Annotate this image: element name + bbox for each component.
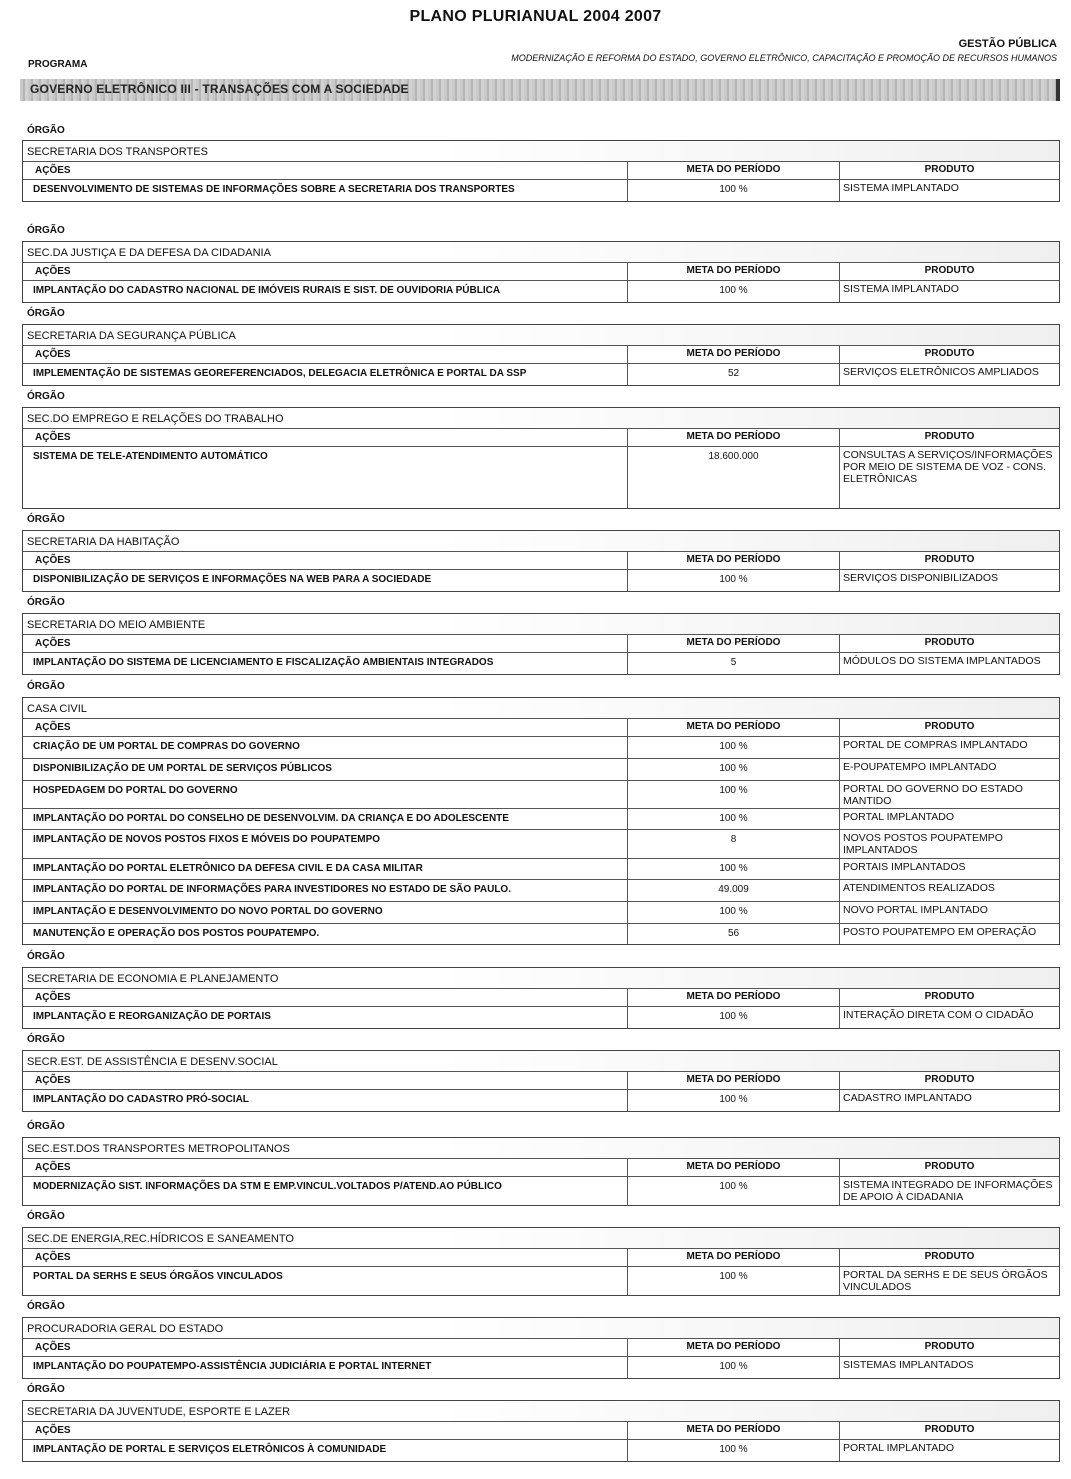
table-row [23, 653, 1059, 674]
col-meta-header: META DO PERÍODO [628, 263, 840, 280]
produto-cell: E-POUPATEMPO IMPLANTADO [843, 761, 997, 773]
col-produto-header: PRODUTO [924, 164, 975, 175]
table-row [23, 829, 1059, 858]
col-produto-header: PRODUTO [924, 1424, 975, 1435]
col-produto-header: PRODUTO [924, 721, 975, 732]
col-acoes-header: AÇÕES [23, 429, 628, 446]
acao-cell: IMPLANTAÇÃO DE PORTAL E SERVIÇOS ELETRÔNICOS À COMUNIDADE [23, 1440, 628, 1461]
table-row [23, 180, 1059, 201]
orgao-label: ÓRGÃO [27, 1384, 65, 1395]
orgao-label: ÓRGÃO [27, 391, 65, 402]
produto-cell: NOVO PORTAL IMPLANTADO [843, 904, 988, 916]
col-produto-header: PRODUTO [924, 348, 975, 359]
orgao-table [22, 613, 1060, 675]
orgao-table [22, 1317, 1060, 1379]
meta-cell: 100 % [628, 281, 840, 302]
produto-cell: PORTAL IMPLANTADO [843, 811, 955, 823]
table-header-row [23, 1159, 1059, 1177]
col-produto-header: PRODUTO [924, 554, 975, 565]
col-meta-header: META DO PERÍODO [628, 989, 840, 1006]
col-acoes-header: AÇÕES [23, 1339, 628, 1356]
theme-label: MODERNIZAÇÃO E REFORMA DO ESTADO, GOVERNO ELETRÔNICO, CAPACITAÇÃO E PROMOÇÃO DE RECURSOS HUMANOS [511, 53, 1057, 63]
table-row [23, 737, 1059, 758]
table-row [23, 808, 1059, 829]
orgao-label: ÓRGÃO [27, 225, 65, 236]
orgao-name: SECRETARIA DE ECONOMIA E PLANEJAMENTO [23, 968, 1059, 989]
produto-cell: SERVIÇOS DISPONIBILIZADOS [843, 572, 999, 584]
table-header-row [23, 1072, 1059, 1090]
orgao-name: SECRETARIA DA SEGURANÇA PÚBLICA [23, 325, 1059, 346]
meta-cell: 8 [628, 830, 840, 858]
col-produto-header: PRODUTO [924, 431, 975, 442]
col-produto-header: PRODUTO [924, 265, 975, 276]
orgao-table [22, 697, 1060, 945]
col-meta-header: META DO PERÍODO [628, 346, 840, 363]
table-row [23, 1007, 1059, 1028]
meta-cell: 100 % [628, 859, 840, 879]
table-header-row [23, 1422, 1059, 1440]
col-acoes-header: AÇÕES [23, 552, 628, 569]
acao-cell: CRIAÇÃO DE UM PORTAL DE COMPRAS DO GOVERNO [23, 737, 628, 758]
table-header-row [23, 635, 1059, 653]
produto-cell: CONSULTAS A SERVIÇOS/INFORMAÇÕES POR MEIO DE SISTEMA DE VOZ - CONS. ELETRÔNICAS [843, 449, 1053, 485]
acao-cell: PORTAL DA SERHS E SEUS ÓRGÃOS VINCULADOS [23, 1267, 628, 1295]
produto-cell: PORTAL IMPLANTADO [843, 1442, 955, 1454]
acao-cell: DISPONIBILIZAÇÃO DE UM PORTAL DE SERVIÇOS PÚBLICOS [23, 759, 628, 780]
produto-cell: PORTAIS IMPLANTADOS [843, 861, 966, 873]
orgao-name: SECRETARIA DA JUVENTUDE, ESPORTE E LAZER [23, 1401, 1059, 1422]
meta-cell: 100 % [628, 1177, 840, 1205]
col-produto-header: PRODUTO [924, 1161, 975, 1172]
col-meta-header: META DO PERÍODO [628, 1339, 840, 1356]
orgao-label: ÓRGÃO [27, 951, 65, 962]
table-row [23, 1357, 1059, 1378]
col-acoes-header: AÇÕES [23, 1422, 628, 1439]
produto-cell: CADASTRO IMPLANTADO [843, 1092, 972, 1104]
meta-cell: 100 % [628, 902, 840, 923]
col-acoes-header: AÇÕES [23, 1072, 628, 1089]
meta-cell: 5 [628, 653, 840, 674]
col-acoes-header: AÇÕES [23, 1159, 628, 1176]
produto-cell: SISTEMA IMPLANTADO [843, 182, 959, 194]
orgao-table [22, 1137, 1060, 1206]
acao-cell: IMPLANTAÇÃO DO PORTAL ELETRÔNICO DA DEFESA CIVIL E DA CASA MILITAR [23, 859, 628, 879]
orgao-label: ÓRGÃO [27, 1301, 65, 1312]
table-header-row [23, 719, 1059, 737]
col-produto-header: PRODUTO [924, 1074, 975, 1085]
col-acoes-header: AÇÕES [23, 1249, 628, 1266]
meta-cell: 100 % [628, 1267, 840, 1295]
meta-cell: 100 % [628, 570, 840, 591]
meta-cell: 56 [628, 924, 840, 944]
orgao-name: SEC.DO EMPREGO E RELAÇÕES DO TRABALHO [23, 408, 1059, 429]
produto-cell: PORTAL DO GOVERNO DO ESTADO MANTIDO [843, 783, 1023, 807]
meta-cell: 100 % [628, 180, 840, 201]
col-acoes-header: AÇÕES [23, 719, 628, 736]
orgao-label: ÓRGÃO [27, 1211, 65, 1222]
table-row [23, 1177, 1059, 1205]
acao-cell: IMPLANTAÇÃO DO SISTEMA DE LICENCIAMENTO E FISCALIZAÇÃO AMBIENTAIS INTEGRADOS [23, 653, 628, 674]
table-row [23, 447, 1059, 508]
col-meta-header: META DO PERÍODO [628, 552, 840, 569]
col-produto-header: PRODUTO [924, 1341, 975, 1352]
produto-cell: SERVIÇOS ELETRÔNICOS AMPLIADOS [843, 366, 1039, 378]
table-row [23, 281, 1059, 302]
table-header-row [23, 429, 1059, 447]
acao-cell: IMPLANTAÇÃO E DESENVOLVIMENTO DO NOVO PORTAL DO GOVERNO [23, 902, 628, 923]
acao-cell: IMPLANTAÇÃO E REORGANIZAÇÃO DE PORTAIS [23, 1007, 628, 1028]
table-header-row [23, 263, 1059, 281]
col-meta-header: META DO PERÍODO [628, 1249, 840, 1266]
orgao-name: SECRETARIA DO MEIO AMBIENTE [23, 614, 1059, 635]
orgao-label: ÓRGÃO [27, 514, 65, 525]
acao-cell: IMPLANTAÇÃO DO PORTAL DE INFORMAÇÕES PARA INVESTIDORES NO ESTADO DE SÃO PAULO. [23, 880, 628, 901]
col-acoes-header: AÇÕES [23, 162, 628, 179]
acao-cell: SISTEMA DE TELE-ATENDIMENTO AUTOMÁTICO [23, 447, 628, 508]
orgao-name: PROCURADORIA GERAL DO ESTADO [23, 1318, 1059, 1339]
acao-cell: IMPLANTAÇÃO DO CADASTRO NACIONAL DE IMÓVEIS RURAIS E SIST. DE OUVIDORIA PÚBLICA [23, 281, 628, 302]
orgao-name: SEC.DE ENERGIA,REC.HÍDRICOS E SANEAMENTO [23, 1228, 1059, 1249]
orgao-table [22, 1400, 1060, 1462]
col-acoes-header: AÇÕES [23, 263, 628, 280]
produto-cell: SISTEMA INTEGRADO DE INFORMAÇÕES DE APOIO À CIDADANIA [843, 1179, 1053, 1203]
meta-cell: 100 % [628, 781, 840, 808]
col-acoes-header: AÇÕES [23, 989, 628, 1006]
meta-cell: 18.600.000 [628, 447, 840, 508]
acao-cell: IMPLANTAÇÃO DO CADASTRO PRÓ-SOCIAL [23, 1090, 628, 1111]
produto-cell: INTERAÇÃO DIRETA COM O CIDADÃO [843, 1009, 1034, 1021]
table-header-row [23, 1249, 1059, 1267]
table-row [23, 364, 1059, 385]
produto-cell: PORTAL DE COMPRAS IMPLANTADO [843, 739, 1028, 751]
table-header-row [23, 1339, 1059, 1357]
meta-cell: 49.009 [628, 880, 840, 901]
table-row [23, 1267, 1059, 1295]
produto-cell: SISTEMA IMPLANTADO [843, 283, 959, 295]
orgao-table [22, 241, 1060, 303]
orgao-table [22, 324, 1060, 386]
orgao-table [22, 1227, 1060, 1296]
orgao-name: SECRETARIA DA HABITAÇÃO [23, 531, 1059, 552]
acao-cell: MANUTENÇÃO E OPERAÇÃO DOS POSTOS POUPATEMPO. [23, 924, 628, 944]
table-header-row [23, 162, 1059, 180]
produto-cell: ATENDIMENTOS REALIZADOS [843, 882, 995, 894]
table-header-row [23, 552, 1059, 570]
meta-cell: 100 % [628, 1090, 840, 1111]
table-row [23, 1440, 1059, 1461]
col-produto-header: PRODUTO [924, 637, 975, 648]
col-meta-header: META DO PERÍODO [628, 1422, 840, 1439]
acao-cell: DESENVOLVIMENTO DE SISTEMAS DE INFORMAÇÕES SOBRE A SECRETARIA DOS TRANSPORTES [23, 180, 628, 201]
orgao-name: SEC.EST.DOS TRANSPORTES METROPOLITANOS [23, 1138, 1059, 1159]
orgao-label: ÓRGÃO [27, 1034, 65, 1045]
table-row [23, 879, 1059, 901]
col-produto-header: PRODUTO [924, 1251, 975, 1262]
programa-bar [20, 79, 1060, 101]
table-row [23, 901, 1059, 923]
table-header-row [23, 346, 1059, 364]
meta-cell: 100 % [628, 1007, 840, 1028]
orgao-name: SECR.EST. DE ASSISTÊNCIA E DESENV.SOCIAL [23, 1051, 1059, 1072]
orgao-table [22, 530, 1060, 592]
produto-cell: POSTO POUPATEMPO EM OPERAÇÃO [843, 926, 1037, 938]
orgao-label: ÓRGÃO [27, 1121, 65, 1132]
orgao-label: ÓRGÃO [27, 308, 65, 319]
meta-cell: 100 % [628, 809, 840, 829]
meta-cell: 100 % [628, 737, 840, 758]
table-header-row [23, 989, 1059, 1007]
acao-cell: IMPLANTAÇÃO DO POUPATEMPO-ASSISTÊNCIA JUDICIÁRIA E PORTAL INTERNET [23, 1357, 628, 1378]
orgao-label: ÓRGÃO [27, 681, 65, 692]
acao-cell: IMPLEMENTAÇÃO DE SISTEMAS GEOREFERENCIADOS, DELEGACIA ELETRÔNICA E PORTAL DA SSP [23, 364, 628, 385]
orgao-table [22, 967, 1060, 1029]
col-produto-header: PRODUTO [924, 991, 975, 1002]
col-meta-header: META DO PERÍODO [628, 1159, 840, 1176]
orgao-name: CASA CIVIL [23, 698, 1059, 719]
produto-cell: MÓDULOS DO SISTEMA IMPLANTADOS [843, 655, 1041, 667]
meta-cell: 52 [628, 364, 840, 385]
table-row [23, 1090, 1059, 1111]
orgao-table [22, 140, 1060, 202]
programa-label: PROGRAMA [28, 59, 88, 70]
acao-cell: HOSPEDAGEM DO PORTAL DO GOVERNO [23, 781, 628, 808]
table-row [23, 758, 1059, 780]
produto-cell: NOVOS POSTOS POUPATEMPO IMPLANTADOS [843, 832, 1003, 856]
col-meta-header: META DO PERÍODO [628, 429, 840, 446]
orgao-name: SEC.DA JUSTIÇA E DA DEFESA DA CIDADANIA [23, 242, 1059, 263]
acao-cell: DISPONIBILIZAÇÃO DE SERVIÇOS E INFORMAÇÕES NA WEB PARA A SOCIEDADE [23, 570, 628, 591]
produto-cell: PORTAL DA SERHS E DE SEUS ÓRGÃOS VINCULADOS [843, 1269, 1048, 1293]
meta-cell: 100 % [628, 759, 840, 780]
programa-title: GOVERNO ELETRÔNICO III - TRANSAÇÕES COM A SOCIEDADE [30, 82, 409, 96]
orgao-table [22, 1050, 1060, 1112]
table-row [23, 780, 1059, 808]
acao-cell: MODERNIZAÇÃO SIST. INFORMAÇÕES DA STM E EMP.VINCUL.VOLTADOS P/ATEND.AO PÚBLICO [23, 1177, 628, 1205]
table-row [23, 570, 1059, 591]
acao-cell: IMPLANTAÇÃO DO PORTAL DO CONSELHO DE DESENVOLVIM. DA CRIANÇA E DO ADOLESCENTE [23, 809, 628, 829]
meta-cell: 100 % [628, 1440, 840, 1461]
orgao-name: SECRETARIA DOS TRANSPORTES [23, 141, 1059, 162]
col-meta-header: META DO PERÍODO [628, 162, 840, 179]
orgao-label: ÓRGÃO [27, 125, 65, 136]
area-label: GESTÃO PÚBLICA [958, 38, 1057, 50]
acao-cell: IMPLANTAÇÃO DE NOVOS POSTOS FIXOS E MÓVEIS DO POUPATEMPO [23, 830, 628, 858]
col-meta-header: META DO PERÍODO [628, 635, 840, 652]
document-title: PLANO PLURIANUAL 2004 2007 [409, 8, 662, 25]
produto-cell: SISTEMAS IMPLANTADOS [843, 1359, 974, 1371]
orgao-label: ÓRGÃO [27, 597, 65, 608]
col-meta-header: META DO PERÍODO [628, 719, 840, 736]
table-row [23, 923, 1059, 944]
col-acoes-header: AÇÕES [23, 635, 628, 652]
table-row [23, 858, 1059, 879]
col-acoes-header: AÇÕES [23, 346, 628, 363]
meta-cell: 100 % [628, 1357, 840, 1378]
col-meta-header: META DO PERÍODO [628, 1072, 840, 1089]
orgao-table [22, 407, 1060, 509]
